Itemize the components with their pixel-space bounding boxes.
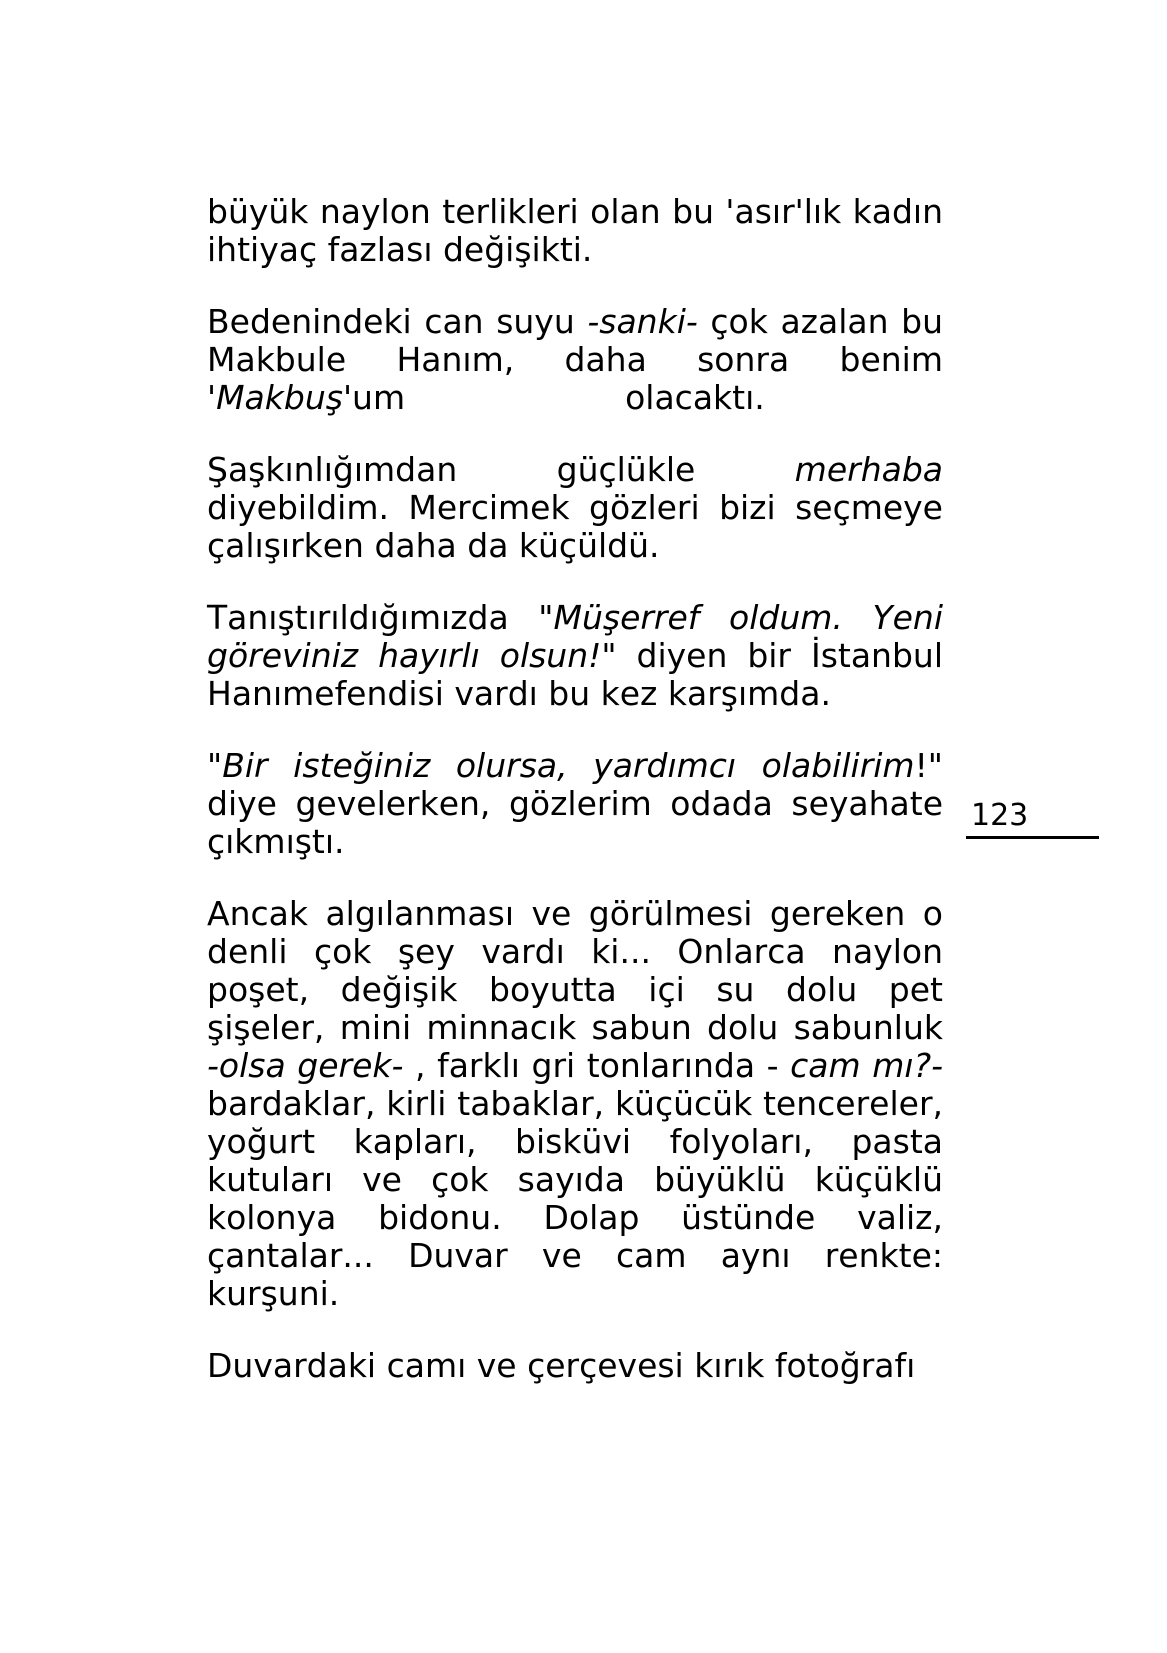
paragraph (207, 303, 943, 417)
text-segment: 'um (342, 378, 406, 417)
text-line (207, 1123, 943, 1161)
text-segment: cam mı?- (790, 1046, 943, 1085)
text-line (207, 637, 943, 675)
text-segment: çok azalan bu (697, 302, 943, 341)
text-segment: bardaklar, kirli tabaklar, küçücük tencereler, (207, 1084, 943, 1123)
text-line (207, 785, 943, 823)
text-segment: " diyen bir İstanbul (601, 636, 943, 675)
text-line (207, 1047, 943, 1085)
text-segment: merhaba (794, 450, 943, 489)
text-line (207, 971, 943, 1009)
text-segment: Tanıştırıldığımızda " (207, 598, 554, 637)
text-segment: kurşuni. (207, 1274, 340, 1313)
text-line (207, 599, 943, 637)
text-line (207, 1161, 943, 1199)
text-segment: ihtiyaç fazlası değişikti. (207, 230, 593, 269)
text-line (207, 527, 943, 565)
page-number: 123 (966, 800, 1099, 839)
text-segment: Bedenindeki can suyu (207, 302, 588, 341)
text-segment: Hanımefendisi vardı bu kez karşımda. (207, 674, 831, 713)
text-segment: kutuları ve çok sayıda büyüklü küçüklü (207, 1160, 943, 1199)
text-line (207, 823, 943, 861)
text-segment: , farklı gri tonlarında - (403, 1046, 791, 1085)
paragraph (207, 451, 943, 565)
text-segment: Ancak algılanması ve görülmesi gereken o (207, 894, 943, 933)
text-line (207, 933, 943, 971)
text-line (207, 895, 943, 933)
text-segment: " (207, 746, 223, 785)
text-line (207, 341, 943, 379)
text-segment: denli çok şey vardı ki... Onlarca naylon (207, 932, 943, 971)
text-line (207, 747, 943, 785)
paragraph (207, 1347, 943, 1385)
text-segment: yoğurt kapları, bisküvi folyoları, pasta (207, 1122, 943, 1161)
text-segment: diyebildim. Mercimek gözleri bizi seçmeye (207, 488, 943, 527)
paragraph (207, 193, 943, 269)
text-segment: ' (207, 378, 217, 417)
text-segment: Duvardaki camı ve çerçevesi kırık fotoğrafı (207, 1346, 916, 1385)
text-line (207, 1347, 943, 1385)
text-segment: Makbuş (216, 378, 343, 417)
text-line (207, 451, 943, 489)
text-segment: kolonya bidonu. Dolap üstünde valiz, (207, 1198, 943, 1237)
text-segment: Müşerref oldum. Yeni (553, 598, 944, 637)
text-segment: göreviniz hayırlı olsun! (207, 636, 602, 675)
text-segment: poşet, değişik boyutta içi su dolu pet (207, 970, 943, 1009)
text-segment: çantalar... Duvar ve cam aynı renkte: (207, 1236, 943, 1275)
text-line (207, 1275, 943, 1313)
text-segment: çalışırken daha da küçüldü. (207, 526, 660, 565)
text-segment: Makbule Hanım, daha sonra benim (207, 340, 943, 379)
text-line (207, 303, 943, 341)
text-segment: olacaktı. (625, 378, 765, 417)
paragraph (207, 895, 943, 1313)
text-segment: -sanki- (587, 302, 698, 341)
text-line (207, 1085, 943, 1123)
paragraph (207, 747, 943, 861)
text-segment: diye gevelerken, gözlerim odada seyahate (207, 784, 943, 823)
text-segment: Şaşkınlığımdan güçlükle (207, 450, 795, 489)
text-line (207, 231, 943, 269)
text-segment: -olsa gerek- (207, 1046, 404, 1085)
text-line (207, 379, 943, 417)
text-segment: büyük naylon terlikleri olan bu 'asır'lık kadın (207, 192, 943, 231)
text-line (207, 193, 943, 231)
text-segment: Bir isteğiniz olursa, yardımcı olabilirim (222, 746, 915, 785)
text-column (207, 193, 943, 1419)
text-line (207, 1199, 943, 1237)
text-line (207, 1237, 943, 1275)
text-segment: !" (914, 746, 943, 785)
word-gap-spacer (405, 408, 625, 409)
text-line (207, 1009, 943, 1047)
text-segment: şişeler, mini minnacık sabun dolu sabunluk (207, 1008, 943, 1047)
text-segment: çıkmıştı. (207, 822, 345, 861)
text-line (207, 675, 943, 713)
text-line (207, 489, 943, 527)
paragraph (207, 599, 943, 713)
